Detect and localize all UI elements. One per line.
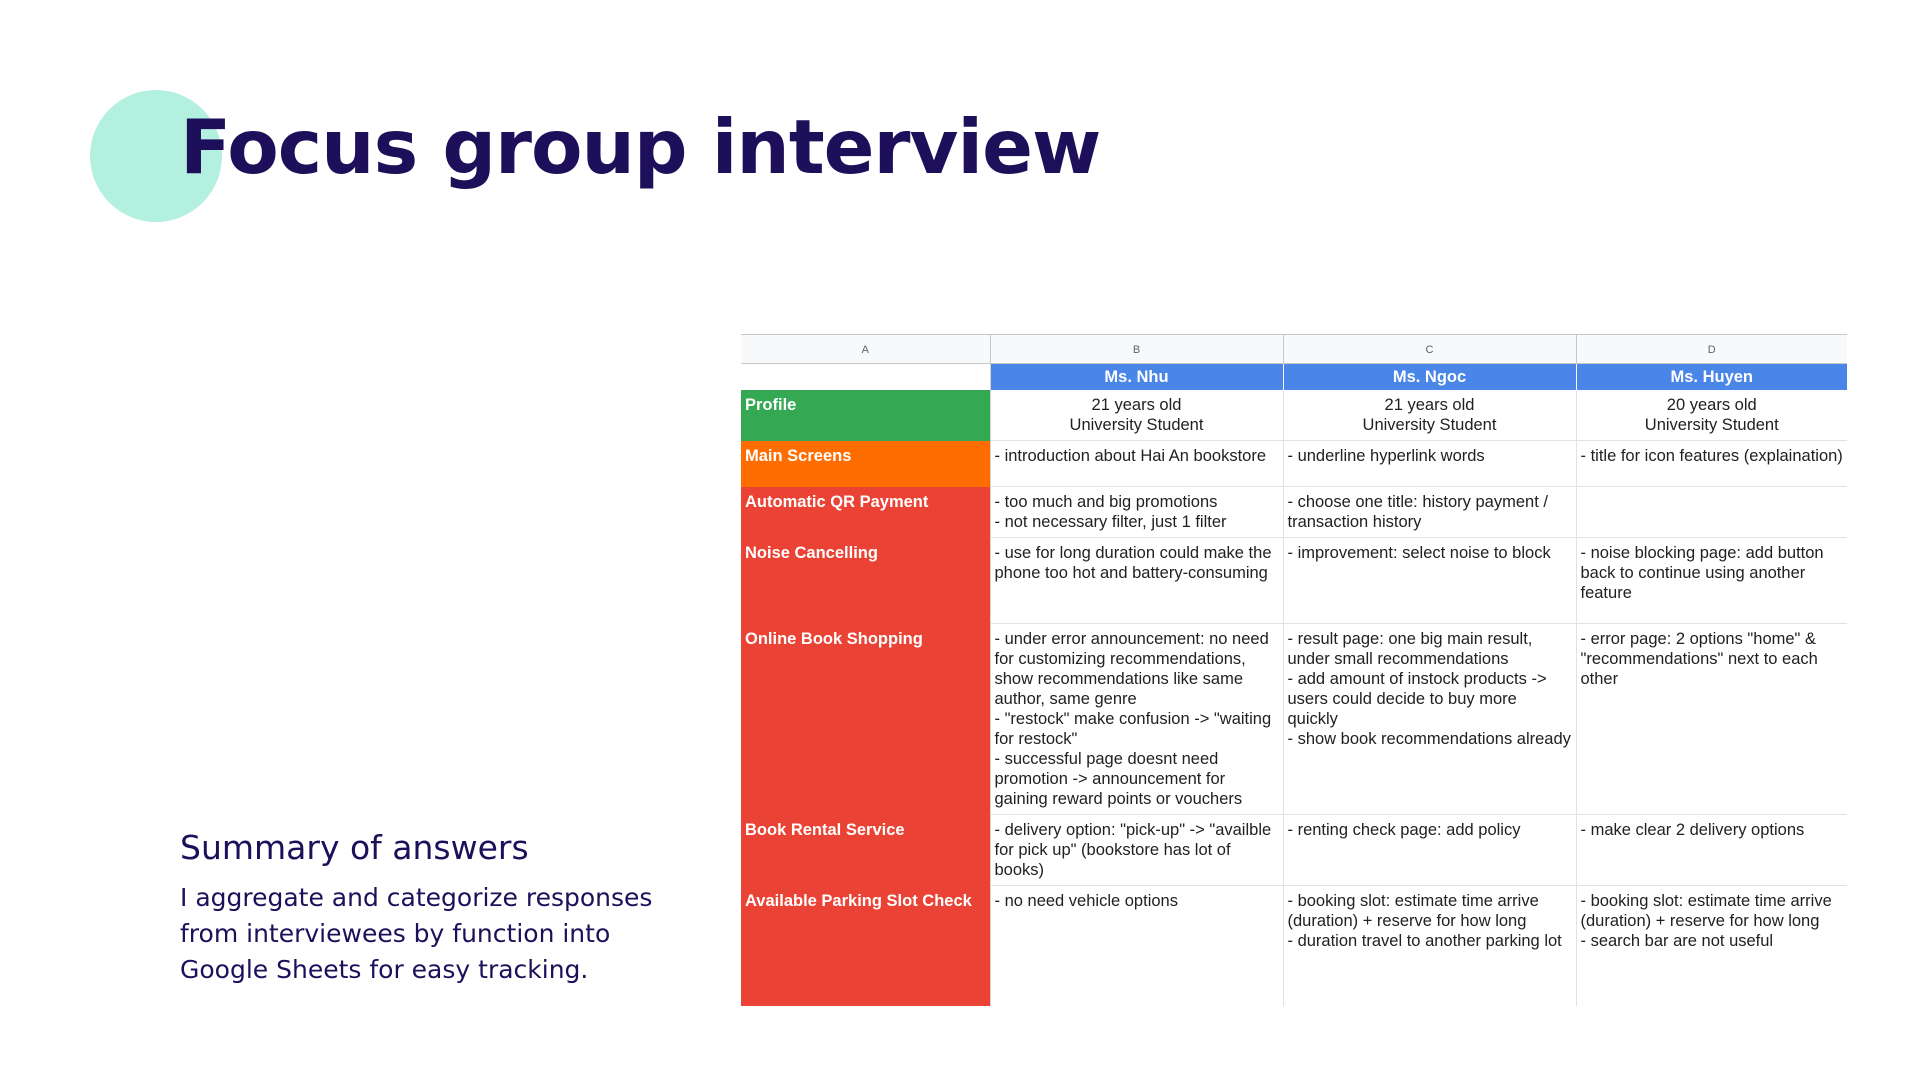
cell[interactable]: - renting check page: add policy	[1283, 815, 1576, 886]
interviewee-name[interactable]: Ms. Ngoc	[1283, 364, 1576, 391]
interviewee-name[interactable]: Ms. Huyen	[1576, 364, 1847, 391]
cell[interactable]: 20 years old University Student	[1576, 390, 1847, 441]
interviewee-row	[741, 364, 1847, 391]
cell[interactable]: - booking slot: estimate time arrive (duration) + reserve for how long - search bar are not useful	[1580, 892, 1832, 950]
table-row-noise-cancelling	[741, 538, 1847, 624]
cell-a1[interactable]	[741, 364, 990, 391]
row-label-book-rental[interactable]: Book Rental Service	[741, 815, 990, 886]
column-header-c[interactable]: C	[1283, 335, 1576, 364]
cell[interactable]: 21 years old University Student	[990, 390, 1283, 441]
cell[interactable]: - underline hyperlink words	[1283, 441, 1576, 487]
row-label-qr-payment[interactable]: Automatic QR Payment	[741, 487, 990, 538]
table-row-qr-payment	[741, 487, 1847, 538]
row-label-profile[interactable]: Profile	[741, 390, 990, 441]
summary-text: I aggregate and categorize responses from interviewees by function into Google Sheets for easy tracking.	[180, 883, 653, 984]
column-header-row	[741, 335, 1847, 364]
cell[interactable]	[1576, 487, 1847, 538]
row-label-online-book-shopping[interactable]: Online Book Shopping	[741, 624, 990, 815]
cell[interactable]: - introduction about Hai An bookstore	[990, 441, 1283, 487]
spreadsheet	[741, 334, 1847, 1006]
table-row-online-book-shopping	[741, 624, 1847, 815]
summary-heading: Summary of answers	[180, 828, 529, 867]
cell[interactable]: - error page: 2 options "home" & "recommendations" next to each other	[1576, 624, 1847, 815]
cell[interactable]: - under error announcement: no need for customizing recommendations, show recommendations like same author, same genre - "restock" make confusion -> "waiting for restock" - successful page doesnt need promotion -> announcement for gaining reward points or vouchers	[990, 624, 1283, 815]
cell[interactable]: - improvement: select noise to block	[1283, 538, 1576, 624]
cell[interactable]: - choose one title: history payment / transaction history	[1283, 487, 1576, 538]
cell[interactable]: 21 years old University Student	[1283, 390, 1576, 441]
cell[interactable]: - delivery option: "pick-up" -> "availble for pick up" (bookstore has lot of books)	[990, 815, 1283, 886]
column-header-d[interactable]: D	[1576, 335, 1847, 364]
cell[interactable]: - result page: one big main result, under small recommendations - add amount of instock products -> users could decide to buy more quickly - show book recommendations already	[1283, 624, 1576, 815]
table-row-profile	[741, 390, 1847, 441]
cell[interactable]: - title for icon features (explaination)	[1576, 441, 1847, 487]
row-label-main-screens[interactable]: Main Screens	[741, 441, 990, 487]
column-header-b[interactable]: B	[990, 335, 1283, 364]
row-label-noise-cancelling[interactable]: Noise Cancelling	[741, 538, 990, 624]
cell[interactable]: - make clear 2 delivery options	[1576, 815, 1847, 886]
table-row-main-screens	[741, 441, 1847, 487]
cell[interactable]: - use for long duration could make the phone too hot and battery-consuming	[990, 538, 1283, 624]
column-header-a[interactable]: A	[741, 335, 990, 364]
cell[interactable]: - noise blocking page: add button back to continue using another feature	[1576, 538, 1847, 624]
table-row-parking-slot	[741, 886, 1847, 1006]
cell[interactable]: - no need vehicle options	[990, 886, 1283, 1006]
table-row-book-rental	[741, 815, 1847, 886]
row-label-parking-slot[interactable]: Available Parking Slot Check	[741, 886, 990, 1006]
cell[interactable]: - booking slot: estimate time arrive (duration) + reserve for how long - duration travel to another parking lot	[1283, 886, 1576, 1006]
interviewee-name[interactable]: Ms. Nhu	[990, 364, 1283, 391]
cell[interactable]: - too much and big promotions - not necessary filter, just 1 filter	[990, 487, 1283, 538]
page-title: Focus group interview	[180, 103, 1101, 191]
